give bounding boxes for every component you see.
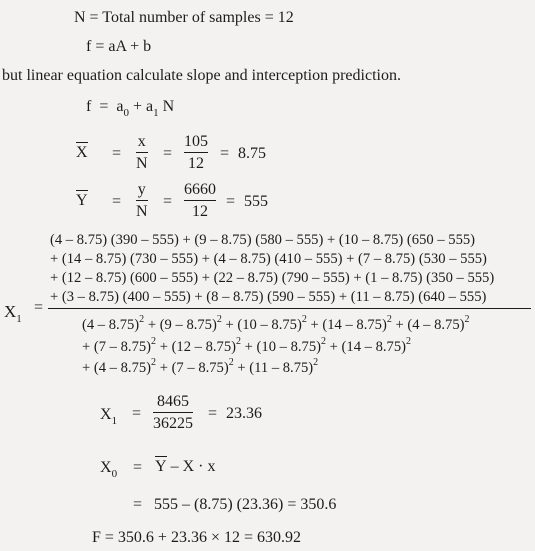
slope-numerator-total: 8465 [157, 393, 189, 410]
prose-sentence: but linear equation calculate slope and interception prediction. [2, 67, 401, 84]
intercept-formula [155, 459, 215, 475]
denominator-line-1: (4 – 8.75)$^2$ + (9 – 8.75)$^2$ + (10 – 8.75)$^2$ + (14 – 8.75)$^2$ + (4 – 8.75)$^2$ [82, 314, 470, 333]
intercept-symbol: a [116, 98, 124, 115]
x-sum: 105 [184, 133, 208, 150]
numerator-line-1: (4 – 8.75) (390 – 555) + (9 – 8.75) (580 – 555) + (10 – 8.75) (650 – 555) [50, 232, 476, 248]
x-mean-equals-3: = [220, 145, 230, 162]
y-mean-equals-2: = [163, 193, 173, 210]
regression-equals: = [99, 98, 109, 115]
fraction-bar [184, 152, 208, 153]
x-mean-fraction-symbolic [136, 134, 148, 172]
regression-lhs: f [86, 98, 92, 115]
big-fraction-bar [48, 308, 531, 309]
intercept-eval-equals: = [133, 496, 143, 513]
y-mean-lhs: Y [76, 192, 88, 209]
x-mean-lhs: X [76, 144, 88, 161]
y-mean-symbol: Y [155, 458, 167, 475]
slope-symbol: + a [132, 98, 154, 115]
intercept-subscript: 0 [123, 107, 129, 119]
fraction-bar [136, 200, 148, 201]
x-count: 12 [188, 155, 204, 172]
intercept-equals: = [133, 459, 143, 476]
fraction-bar [184, 200, 216, 201]
intercept-lhs: $X_0$ [100, 459, 118, 480]
slope-subscript: 1 [153, 107, 159, 119]
x-mean-denominator: N [136, 155, 148, 172]
x-mean-result: 8.75 [238, 145, 266, 162]
slope-value-equals-1: = [132, 405, 142, 422]
samples-definition: N = Total number of samples = 12 [74, 9, 294, 26]
numerator-line-2: + (14 – 8.75) (730 – 555) + (4 – 8.75) (410 – 555) + (7 – 8.75) (530 – 555) [50, 251, 487, 267]
denominator-line-2: + (7 – 8.75)$^2$ + (12 – 8.75)$^2$ + (10 – 8.75)$^2$ + (14 – 8.75)$^2$ [82, 336, 411, 355]
y-count: 12 [192, 203, 208, 220]
y-mean-equals-3: = [226, 193, 236, 210]
x-mean-equals-2: = [163, 145, 173, 162]
fraction-bar [153, 412, 193, 413]
fraction-bar [136, 152, 148, 153]
linear-model-definition: f = aA + b [86, 38, 152, 55]
intercept-formula-rest: – X · x [170, 458, 216, 475]
y-mean-denominator: N [136, 203, 148, 220]
slope-value-lhs: $X_1$ [100, 406, 118, 427]
x-mean-numerator: x [137, 133, 146, 150]
slope-equals: = [34, 299, 44, 316]
samples-symbol: N [162, 98, 175, 115]
regression-equation [86, 98, 175, 119]
slope-value-result: 23.36 [226, 405, 262, 422]
intercept-evaluation: 555 – (8.75) (23.36) = 350.6 [154, 496, 337, 513]
slope-denominator-total: 36225 [153, 415, 193, 432]
numerator-line-4: + (3 – 8.75) (400 – 555) + (8 – 8.75) (590 – 555) + (11 – 8.75) (640 – 555) [50, 289, 487, 305]
y-mean-fraction-numeric [184, 182, 216, 220]
numerator-line-3: + (12 – 8.75) (600 – 555) + (22 – 8.75) (790 – 555) + (1 – 8.75) (350 – 555) [50, 270, 495, 286]
slope-lhs: $X_1$ [4, 302, 22, 325]
denominator-line-3: + (4 – 8.75)$^2$ + (7 – 8.75)$^2$ + (11 – 8.75)$^2$ [82, 357, 319, 376]
x-mean-equals-1: = [112, 145, 122, 162]
y-sum: 6660 [184, 181, 216, 198]
y-mean-numerator: y [137, 181, 146, 198]
final-prediction: F = 350.6 + 23.36 × 12 = 630.92 [92, 529, 301, 546]
slope-value-equals-2: = [208, 405, 218, 422]
y-mean-fraction-symbolic [136, 182, 148, 220]
y-mean-equals-1: = [112, 193, 122, 210]
slope-value-fraction [153, 394, 193, 432]
x-mean-fraction-numeric [184, 134, 208, 172]
y-mean-result: 555 [244, 193, 268, 210]
